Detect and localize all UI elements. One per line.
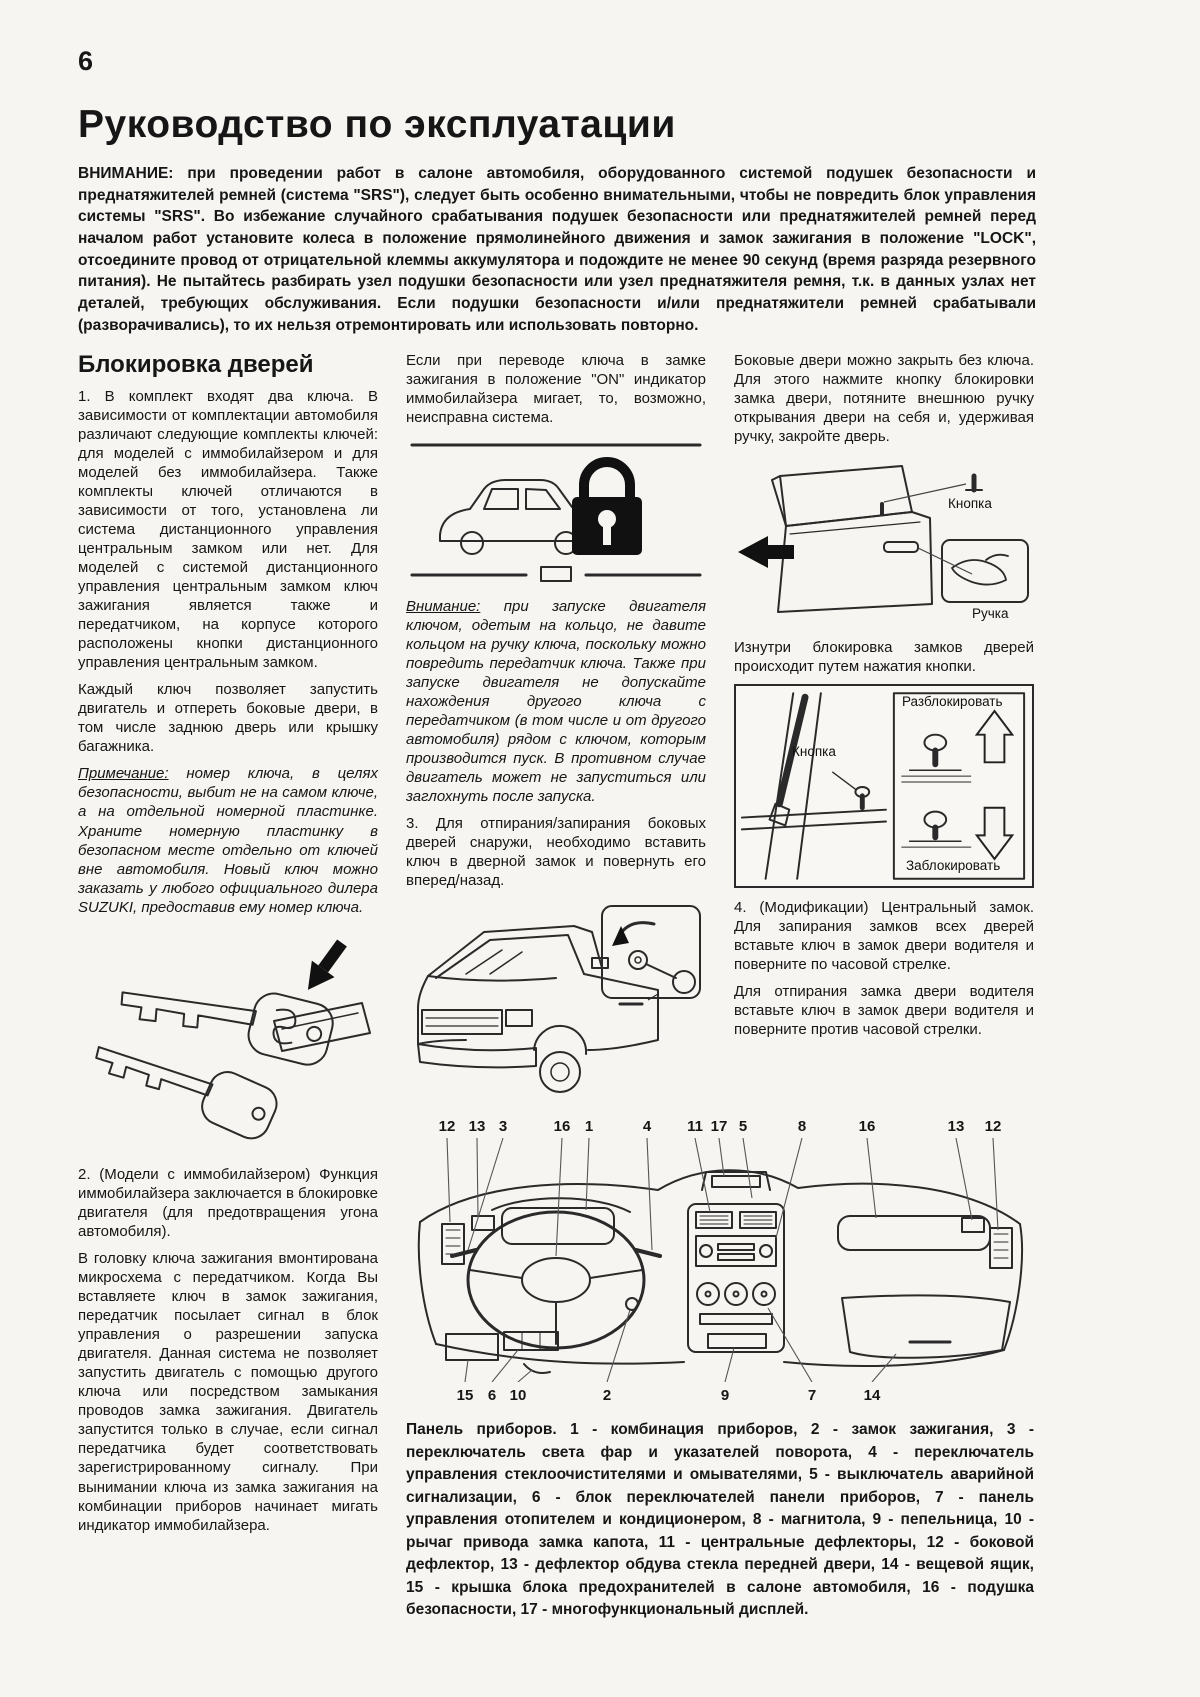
arrow-icon bbox=[297, 935, 354, 998]
unlock-arrow-icon bbox=[977, 711, 1013, 762]
ignition-icon bbox=[626, 1298, 638, 1310]
door-drawing bbox=[734, 454, 1034, 624]
callout-number: 15 bbox=[456, 1387, 474, 1405]
para-keys-intro: 1. В комплект входят два ключа. В зависимости от комплектации автомобиля различают следующие комплекты ключей: для моделей с иммобилайзером и для моделей без иммобилайзера. Также комплекты ключей отличаются в зависимости от того, установлена ли система дистанционного управления центральным замком или нет. Для моделей с системой дистанционного управления центральным замком ключ зажигания является также и передатчиком, на корпусе которого расположены кнопки дистанционного управления центральным замком. bbox=[78, 387, 378, 672]
car-front-drawing bbox=[406, 898, 706, 1098]
warning-label: Внимание: bbox=[406, 597, 481, 615]
key-icon bbox=[90, 1018, 283, 1143]
label-handle: Ручка bbox=[972, 605, 1009, 621]
callout-number: 14 bbox=[863, 1387, 881, 1405]
dashboard-bottom-callouts bbox=[406, 1387, 1034, 1407]
hvac-knob-icon bbox=[697, 1283, 719, 1305]
callout-number: 13 bbox=[947, 1118, 965, 1136]
dashboard-figure bbox=[406, 1118, 1034, 1621]
right-area bbox=[406, 351, 1034, 1622]
callout-number: 12 bbox=[984, 1118, 1002, 1136]
para-central-lock: 4. (Модификации) Центральный замок. Для запирания замков всех дверей вставьте ключ в замок двери водителя и поверните по часовой стрелке. bbox=[734, 898, 1034, 973]
note-label: Примечание: bbox=[78, 765, 169, 783]
callout-number: 13 bbox=[468, 1118, 486, 1136]
para-immobilizer-function: 2. (Модели с иммобилайзером) Функция иммобилайзера заключается в блокировке двигателя (для предотвращения угона автомобиля). bbox=[78, 1165, 378, 1240]
dashboard-top-callouts bbox=[406, 1118, 1034, 1138]
note-key-ring-warning bbox=[406, 597, 706, 807]
label-button: Кнопка bbox=[948, 495, 992, 511]
ashtray-icon bbox=[708, 1334, 766, 1348]
label-lock: Заблокировать bbox=[906, 857, 1001, 873]
para-keys-usage: Каждый ключ позволяет запустить двигатель и отпереть боковые двери, в том числе заднюю дверь или крышку багажника. bbox=[78, 681, 378, 756]
page-number: 6 bbox=[78, 46, 94, 76]
para-immobilizer-detail: В головку ключа зажигания вмонтирована микросхема с передатчиком. Когда Вы вставляете ключ в замок зажигания, передатчик посылает сигнал в блок управления о разрешении запуска двигателя. Данная система не позволяет запустить двигатель с помощью другого ключа или посредством замыкания проводов замка зажигания. Двигатель запустится только в случае, если сигнал передатчика будет соответствовать зарегистрированному сигналу. При вынимании ключа из замка зажигания на комбинации приборов начинает мигать индикатор иммобилайзера. bbox=[78, 1249, 378, 1534]
column-left bbox=[78, 351, 378, 1622]
outside-door-illustration bbox=[734, 454, 1034, 628]
dashboard-caption: Панель приборов. 1 - комбинация приборов, 2 - замок зажигания, 3 - переключатель света фар и указателей поворота, 4 - переключатель управления стеклоочистителями и омывателями, 5 - выключатель аварийной сигнализации, 6 - блок переключателей панели приборов, 7 - панель управления отопителем и кондиционером, 8 - магнитола, 9 - пепельница, 10 - рычаг привода замка капота, 11 - центральные дефлекторы, 12 - боковой дефлектор, 13 - дефлектор обдува стекла передней двери, 14 - вещевой ящик, 15 - крышка блока предохранителей в салоне автомобиля, 16 - подушка безопасности, 17 - многофункциональный дисплей. bbox=[406, 1421, 1034, 1619]
center-stack-icon bbox=[688, 1204, 784, 1352]
immobilizer-indicator-illustration bbox=[406, 435, 706, 587]
door-key-illustration bbox=[406, 898, 706, 1098]
pillar-drawing bbox=[736, 686, 1032, 886]
callout-number: 7 bbox=[807, 1387, 817, 1405]
glovebox-icon bbox=[842, 1296, 1010, 1358]
callout-number: 1 bbox=[584, 1118, 594, 1136]
callout-number: 9 bbox=[720, 1387, 730, 1405]
callout-number: 16 bbox=[858, 1118, 876, 1136]
hood-release-icon bbox=[524, 1364, 550, 1373]
three-column-content bbox=[78, 351, 1036, 1622]
callout-number: 5 bbox=[738, 1118, 748, 1136]
page-title: Руководство по эксплуатации bbox=[78, 103, 676, 146]
label-unlock: Разблокировать bbox=[902, 693, 1003, 709]
key-icon bbox=[116, 957, 337, 1068]
inside-lock-illustration bbox=[734, 684, 1034, 888]
callout-number: 3 bbox=[498, 1118, 508, 1136]
immobilizer-indicator-drawing bbox=[406, 435, 706, 585]
lock-arrow-icon bbox=[977, 808, 1013, 859]
callout-number: 12 bbox=[438, 1118, 456, 1136]
column-middle bbox=[406, 351, 706, 1109]
callout-number: 4 bbox=[642, 1118, 652, 1136]
callout-number: 8 bbox=[797, 1118, 807, 1136]
keys-illustration bbox=[78, 925, 378, 1155]
srs-warning-paragraph: ВНИМАНИЕ: при проведении работ в салоне автомобиля, оборудованного системой подушек безопасности и преднатяжителей ремней (система "SRS"), следует быть особенно внимательными, чтобы не повредить блок управления системы "SRS". Во избежание случайного срабатывания подушек безопасности или преднатяжителей ремней перед началом работ установите колеса в положение прямолинейного движения и замок зажигания в положение "LOCK", отсоедините провод от отрицательной клеммы аккумулятора и подождите не менее 90 секунд (время разряда резервного питания). Не пытайтесь разбирать узел подушки безопасности или узел преднатяжителя ремня, т.к. в данных узлах нет деталей, требующих обслуживания. Если подушки безопасности и/или преднатяжители ремней срабатывали (разворачивались), то их нельзя отремонтировать или использовать повторно. bbox=[78, 165, 1036, 334]
button-inset bbox=[966, 476, 982, 490]
note-key-number bbox=[78, 764, 378, 916]
para-inside-locking: Изнутри блокировка замков дверей происходит путем нажатия кнопки. bbox=[734, 638, 1034, 675]
callout-number: 10 bbox=[509, 1387, 527, 1405]
note-text: номер ключа, в целях безопасности, выбит не на самом ключе, а на отдельной номерной пластинке. Храните номерную пластинку в безопасном месте отдельно от ключей вне автомобиля. Новый ключ можно заказать у любого официального дилера SUZUKI, предоставив ему номер ключа. bbox=[78, 765, 378, 916]
door-handle-icon bbox=[884, 542, 918, 552]
section-heading-door-locking: Блокировка дверей bbox=[78, 350, 314, 378]
para-indicator-blinks: Если при переводе ключа в замке зажигания в положение "ON" индикатор иммобилайзера мигает, то, возможно, неисправна система. bbox=[406, 351, 706, 426]
wiper-stalk-icon bbox=[636, 1250, 660, 1256]
callout-number: 11 bbox=[687, 1118, 703, 1136]
callout-number: 2 bbox=[602, 1387, 612, 1405]
callout-number: 6 bbox=[487, 1387, 497, 1405]
dashboard-drawing bbox=[406, 1138, 1034, 1382]
warning-text: при запуске двигателя ключом, одетым на кольцо, не давите кольцом на ручку ключа, поскольку можно повредить передатчик ключа. Также при запуске двигателя не допускайте нахождения другого ключа с передатчиком (в том числе и от другого автомобиля) рядом с ключом, которым производится пуск. В противном случае двигатель может не запуститься или заглохнуть после запуска. bbox=[406, 597, 706, 806]
callout-number: 17 bbox=[710, 1118, 728, 1136]
hvac-knob-icon bbox=[753, 1283, 775, 1305]
keys-drawing bbox=[78, 925, 378, 1155]
callout-number: 16 bbox=[553, 1118, 571, 1136]
para-outside-lock-unlock: 3. Для отпирания/запирания боковых дверей снаружи, необходимо вставить ключ в дверной замок и повернуть его вперед/назад. bbox=[406, 815, 706, 890]
para-central-unlock: Для отпирания замка двери водителя вставьте ключ в замок двери водителя и поверните против часовой стрелки. bbox=[734, 983, 1034, 1039]
handle-hand-inset bbox=[942, 540, 1028, 602]
column-right bbox=[734, 351, 1034, 1109]
keyhole-inset bbox=[602, 906, 700, 998]
hvac-knob-icon bbox=[725, 1283, 747, 1305]
label-button-2: Кнопка bbox=[792, 743, 836, 759]
padlock-icon bbox=[572, 462, 642, 555]
para-close-without-key: Боковые двери можно закрыть без ключа. Для этого нажмите кнопку блокировки замка двери, потяните внешнюю ручку открывания двери на себя и, удерживая ручку, закройте дверь. bbox=[734, 351, 1034, 445]
